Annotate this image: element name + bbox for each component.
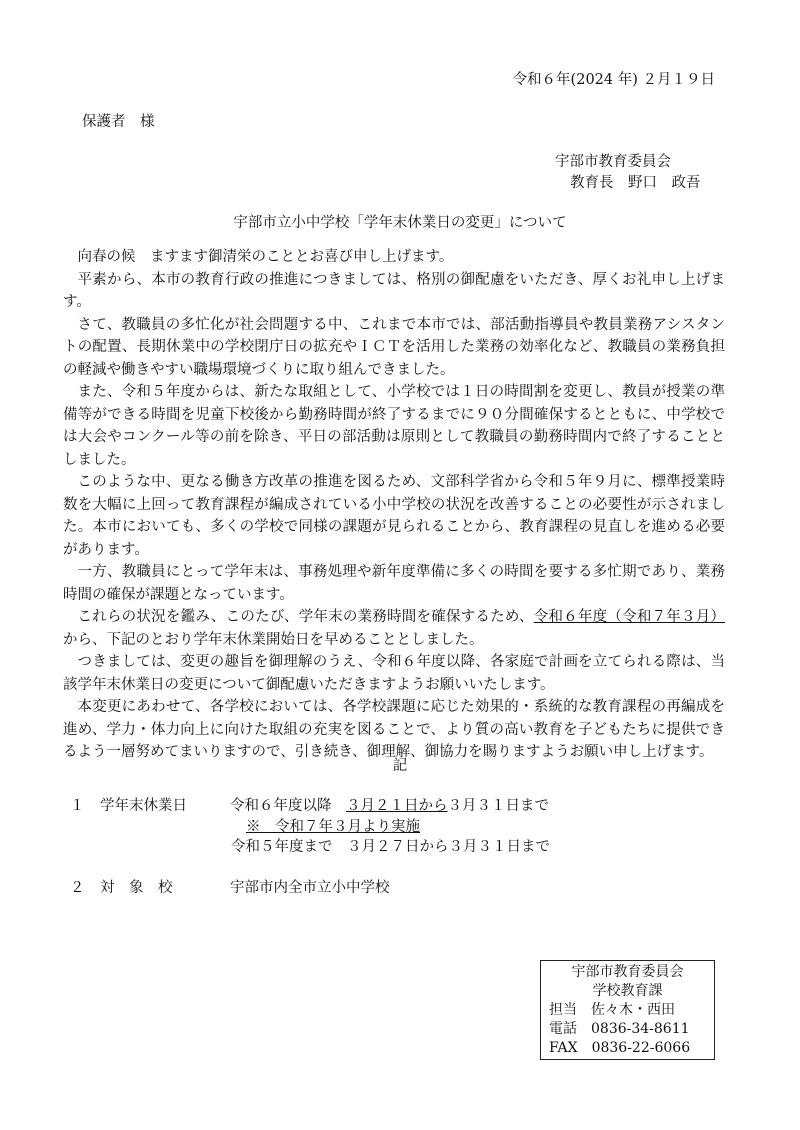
item-target-schools <box>70 876 390 897</box>
contact-fax: FAX 0836-22-6066 <box>549 1040 691 1056</box>
sender-organization: 宇部市教育委員会 <box>555 154 671 170</box>
paragraph-text: から、下記のとおり学年末休業開始日を早めることとしました。 <box>63 631 484 648</box>
body-text <box>63 246 725 764</box>
sender-person: 教育長 野口 政吾 <box>570 175 701 191</box>
paragraph-text: これらの状況を鑑み、このたび、学年末の業務時間を確保するため、 <box>77 609 534 625</box>
item-number: ２ <box>70 880 85 896</box>
addressee: 保護者 様 <box>82 114 155 130</box>
item-value: 令和６年度以降 <box>230 798 346 814</box>
item-label: 対 象 校 <box>100 880 173 896</box>
document-date: 令和６年(2024 年) ２月１９日 <box>512 72 715 88</box>
underlined-date-text: 令和６年度（令和７年３月） <box>533 609 725 625</box>
item-previous-dates: 令和５年度まで ３月２７日から３月３１日まで <box>231 839 550 855</box>
paragraph: さて、教職員の多忙化が社会問題する中、これまで本市では、部活動指導員や教員業務アシスタントの配置、長期休業中の学校閉庁日の拡充やＩＣＴを活用した業務の効率化など、教職員の業務負担の軽減や働きやすい職場環境づくりに取り組んできました。 <box>63 316 725 378</box>
item-note: ※ 令和７年３月より実施 <box>246 819 420 835</box>
contact-staff: 担当 佐々木・西田 <box>549 1002 675 1018</box>
paragraph: 本変更にあわせて、各学校においては、各学校課題に応じた効果的・系統的な教育課程の再編成を進め、学力・体力向上に向けた取組の充実を図ることで、より質の高い教育を子どもたちに提供できるよう一層努めてまいりますので、引き続き、御理解、御協力を賜りますようお願い申し上げます。 <box>63 699 725 760</box>
document-title: 宇部市立小中学校「学年末休業日の変更」について <box>233 215 567 231</box>
item-value: ３月３１日まで <box>447 798 549 814</box>
contact-phone: 電話 0836-34-8611 <box>549 1021 690 1037</box>
contact-box <box>540 960 715 1060</box>
paragraph: 一方、教職員にとって学年末は、事務処理や新年度準備に多くの時間を要する多忙期であり、業務時間の確保が課題となっています。 <box>63 564 725 603</box>
item-value-underlined: ３月２１日から <box>346 798 448 814</box>
item-break-dates <box>70 794 549 815</box>
paragraph <box>63 606 725 651</box>
paragraph: 平素から、本市の教育行政の推進につきましては、格別の御配慮をいただき、厚くお礼申し上げます。 <box>63 271 725 310</box>
item-number: １ <box>70 798 85 814</box>
paragraph: つきましては、変更の趣旨を御理解のうえ、令和６年度以降、各家庭で計画を立てられる際は、当該学年末休業日の変更について御配慮いただきますようお願いいたします。 <box>63 654 725 693</box>
ki-heading: 記 <box>392 758 408 774</box>
item-value: 宇部市内全市立小中学校 <box>230 880 390 896</box>
contact-dept: 学校教育課 <box>592 983 663 999</box>
paragraph: このような中、更なる働き方改革の推進を図るため、文部科学省から令和５年９月に、標準授業時数を大幅に上回って教育課程が編成されている小中学校の状況を改善することの必要性が示されました。本市においても、多くの学校で同様の課題が見られることから、教育課程の見直しを進める必要があります。 <box>63 474 725 558</box>
item-label: 学年末休業日 <box>100 798 187 814</box>
paragraph: 向春の候 ますます御清栄のこととお喜び申し上げます。 <box>77 249 454 265</box>
paragraph: また、令和５年度からは、新たな取組として、小学校では１日の時間割を変更し、教員が授業の準備等ができる時間を児童下校後から勤務時間が終了するまでに９０分間確保するとともに、中学校では大会やコンクール等の前を除き、平日の部活動は原則として教職員の勤務時間内で終了することとしました。 <box>63 384 725 468</box>
contact-org: 宇部市教育委員会 <box>571 964 684 980</box>
